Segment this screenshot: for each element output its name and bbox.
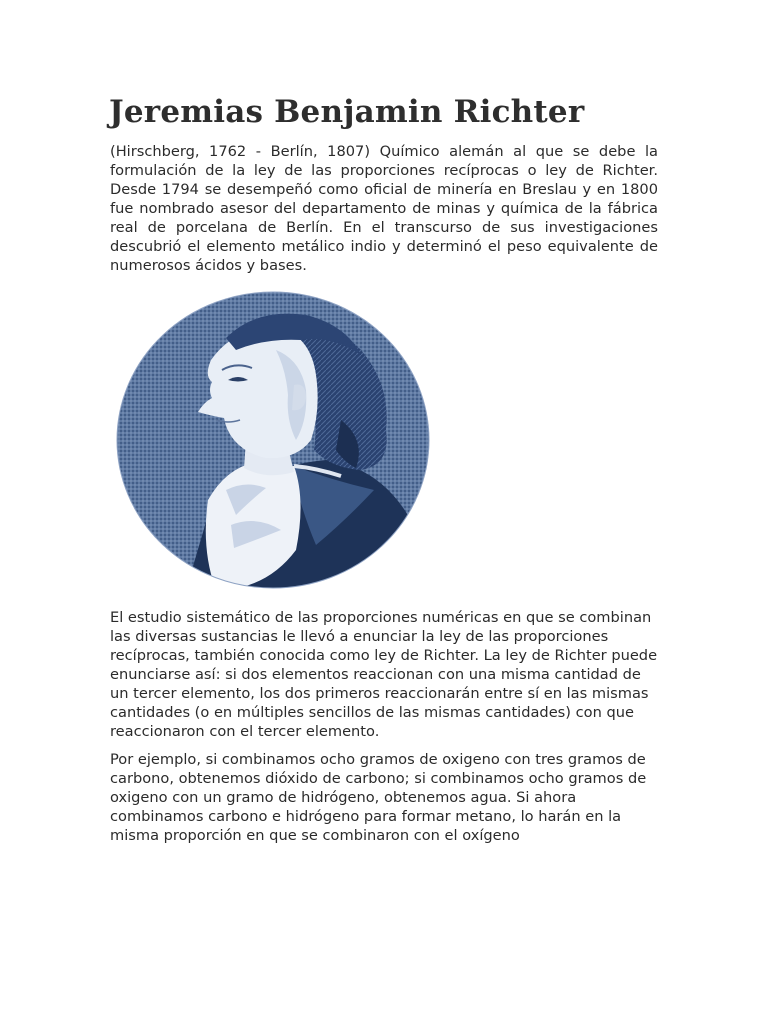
portrait-engraving-image [116,290,430,590]
law-paragraph: El estudio sistemático de las proporciones numéricas en que se combinan las diversas sustancias le llevó a enunciar la ley de las proporciones recíprocas, también conocida como ley de Richter. La ley de Richter puede enunciarse así: si dos elementos reaccionan con una misma cantidad de un tercer elemento, los dos primeros reaccionarán entre sí en las mismas cantidades (o en múltiples sencillos de las mismas cantidades) con que reaccionaron con el tercer elemento. [110,609,658,740]
page-title: Jeremias Benjamin Richter [109,94,585,130]
portrait-container [110,290,658,590]
example-paragraph: Por ejemplo, si combinamos ocho gramos de oxigeno con tres gramos de carbono, obtenemos dióxido de carbono; si combinamos ocho gramos de oxigeno con un gramo de hidrógeno, obtenemos agua. Si ahora combinamos carbono e hidrógeno para formar metano, lo harán en la misma proporción en que se combinaron con el oxígeno [110,751,647,844]
intro-paragraph: (Hirschberg, 1762 - Berlín, 1807) Químico alemán al que se debe la formulación de la ley de las proporciones recíprocas o ley de Richter. Desde 1794 se desempeñó como oficial de minería en Breslau y en 1800 fue nombrado asesor del departamento de minas y química de la fábrica real de porcelana de Berlín. En el transcurso de sus investigaciones descubrió el elemento metálico indio y determinó el peso equivalente de numerosos ácidos y bases. [110,143,658,274]
document-page [110,94,658,845]
